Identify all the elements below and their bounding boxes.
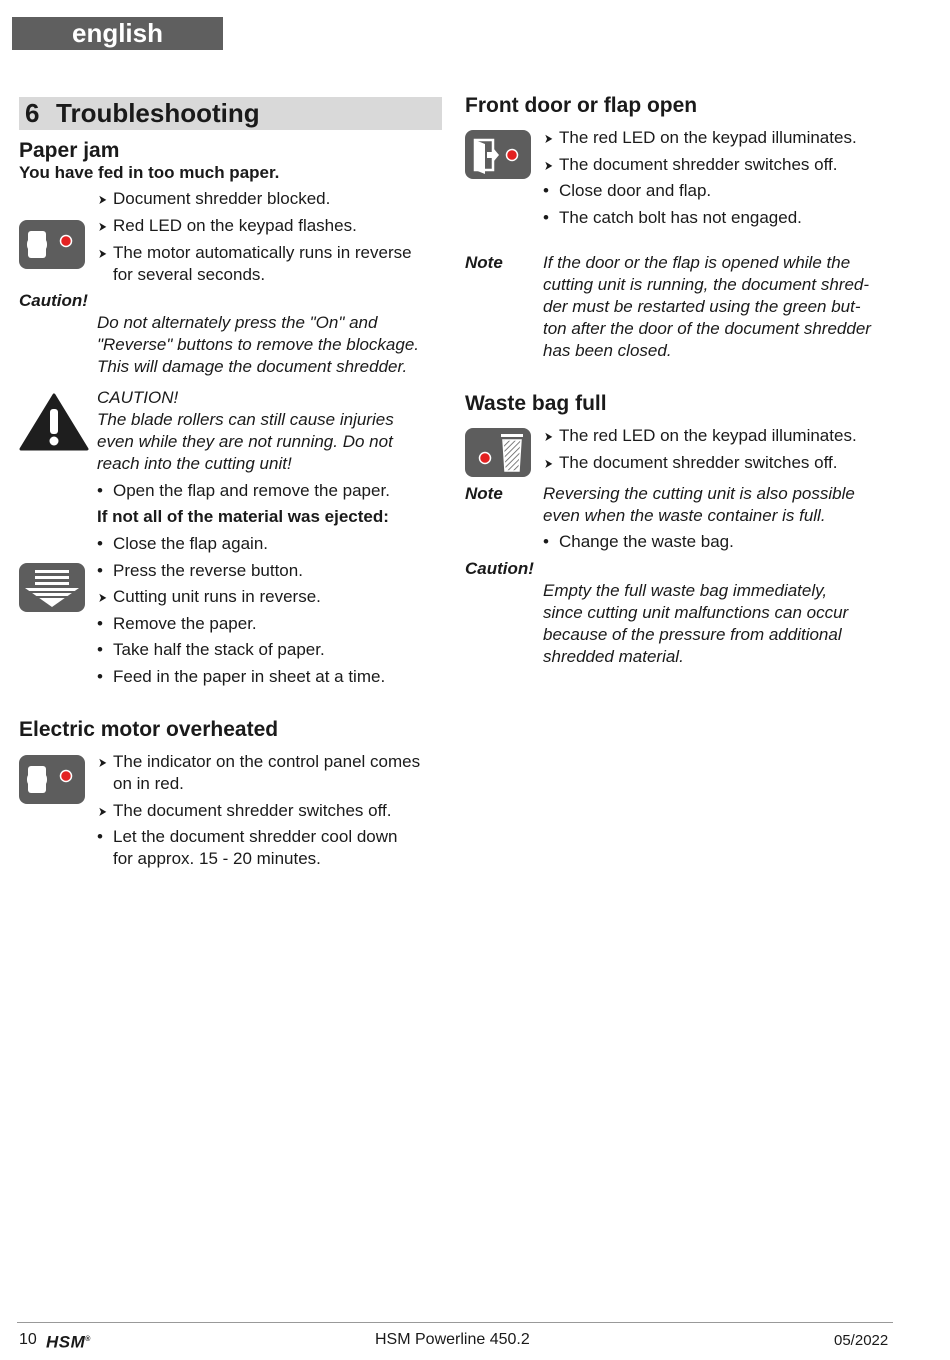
chapter-title: Troubleshooting	[56, 98, 260, 128]
text-line: The blade rollers can still cause injuries	[97, 410, 394, 429]
list-item-text: The indicator on the control panel comes	[113, 752, 421, 771]
page-number: 10	[19, 1331, 37, 1348]
list-item-text: The document shredder switches off.	[559, 452, 838, 472]
arrow-marker: ➤	[544, 429, 553, 444]
chapter-heading	[19, 97, 442, 130]
language-tab: english	[12, 17, 223, 50]
arrow-marker: ➤	[98, 803, 107, 819]
list-item-text-continued: for approx. 15 - 20 minutes.	[113, 849, 321, 868]
arrow-marker: ➤	[98, 755, 107, 770]
list-item-text: Remove the paper.	[113, 613, 257, 633]
list-item-text: The red LED on the keypad illuminates.	[559, 426, 857, 445]
waste-bag-title: Waste bag full	[465, 392, 607, 415]
paper-jam-subtitle: You have fed in too much paper.	[19, 163, 280, 182]
bullet-marker: •	[97, 613, 103, 633]
arrow-marker: ➤	[544, 455, 553, 471]
list-item-text: The document shredder switches off.	[559, 154, 838, 174]
warning-triangle-icon	[19, 392, 89, 457]
list-item-text: The red LED on the keypad illuminates.	[559, 128, 857, 147]
list-item-text: The document shredder switches off.	[113, 800, 392, 820]
text-line: Do not alternately press the "On" and	[97, 313, 378, 332]
caution-label: Caution!	[19, 291, 88, 310]
list-item-text: Take half the stack of paper.	[113, 640, 325, 660]
note-label: Note	[465, 253, 503, 272]
arrow-marker: ➤	[544, 131, 553, 146]
paper-jam-title: Paper jam	[19, 139, 120, 162]
warning-title: CAUTION!	[97, 388, 179, 407]
motor-overheated-title: Electric motor overheated	[19, 718, 279, 741]
arrow-marker: ➤	[544, 157, 553, 173]
publication-date: 05/2022	[834, 1332, 889, 1349]
bullet-marker: •	[543, 207, 549, 227]
bullet-marker: •	[543, 532, 549, 551]
text-line: If the door or the flap is opened while the	[543, 253, 851, 272]
text-line: cutting unit is running, the document shred-	[543, 275, 870, 294]
door-open-title: Front door or flap open	[465, 94, 698, 117]
list-item-text: Press the reverse button.	[113, 560, 303, 580]
list-item-text: Close the flap again.	[113, 534, 268, 553]
text-line: Empty the full waste bag immediately,	[543, 581, 828, 600]
list-item-text: Document shredder blocked.	[113, 189, 331, 208]
list-item-text: Open the flap and remove the paper.	[113, 481, 390, 500]
text-line: shredded material.	[543, 647, 684, 666]
caution-label: Caution!	[465, 559, 534, 578]
not-all-ejected-heading: If not all of the material was ejected:	[97, 507, 389, 526]
list-item-text: Feed in the paper in sheet at a time.	[113, 667, 386, 686]
text-line: because of the pressure from additional	[543, 625, 842, 644]
list-item-text: The motor automatically runs in reverse	[113, 243, 412, 262]
reverse-arrow-icon	[19, 563, 85, 617]
arrow-marker: ➤	[98, 246, 107, 261]
list-item-text: Let the document shredder cool down	[113, 827, 398, 846]
bullet-marker: •	[97, 667, 103, 686]
note-label: Note	[465, 484, 503, 503]
list-item-text: Cutting unit runs in reverse.	[113, 587, 321, 607]
text-line: "Reverse" buttons to remove the blockage.	[97, 335, 420, 354]
arrow-marker: ➤	[98, 192, 107, 207]
list-item-text-continued: for several seconds.	[113, 265, 266, 284]
bullet-marker: •	[97, 560, 103, 580]
bullet-marker: •	[97, 481, 103, 500]
hsm-logo	[46, 1330, 91, 1353]
text-line: since cutting unit malfunctions can occur	[543, 603, 849, 622]
motor-led-panel-icon	[19, 755, 85, 809]
text-line: even while they are not running. Do not	[97, 432, 393, 451]
list-item-text: Change the waste bag.	[559, 532, 734, 551]
list-item-text: Close door and flap.	[559, 181, 712, 200]
brand-name: HSM	[46, 1332, 86, 1352]
chapter-number: 6	[25, 98, 40, 128]
trademark-symbol: ®	[85, 1336, 91, 1343]
text-line: This will damage the document shredder.	[97, 357, 408, 376]
door-open-panel-icon	[465, 130, 531, 184]
product-name: HSM Powerline 450.2	[375, 1331, 530, 1348]
list-item-text-continued: on in red.	[113, 774, 184, 793]
list-item-text: Red LED on the keypad flashes.	[113, 216, 357, 235]
text-line: der must be restarted using the green but-	[543, 297, 861, 316]
text-line: Reversing the cutting unit is also possible	[543, 484, 855, 503]
footer-divider	[17, 1322, 893, 1323]
text-line: even when the waste container is full.	[543, 506, 826, 525]
list-item-text: The catch bolt has not engaged.	[559, 207, 802, 227]
text-line: ton after the door of the document shredder	[543, 319, 871, 338]
bullet-marker: •	[97, 827, 103, 846]
text-line: reach into the cutting unit!	[97, 454, 292, 473]
bullet-marker: •	[97, 534, 103, 553]
bullet-marker: •	[543, 181, 549, 200]
waste-bag-panel-icon	[465, 428, 531, 482]
arrow-marker: ➤	[98, 590, 107, 606]
bullet-marker: •	[97, 640, 103, 660]
arrow-marker: ➤	[98, 219, 107, 234]
motor-led-panel-icon	[19, 220, 85, 274]
text-line: has been closed.	[543, 341, 672, 360]
